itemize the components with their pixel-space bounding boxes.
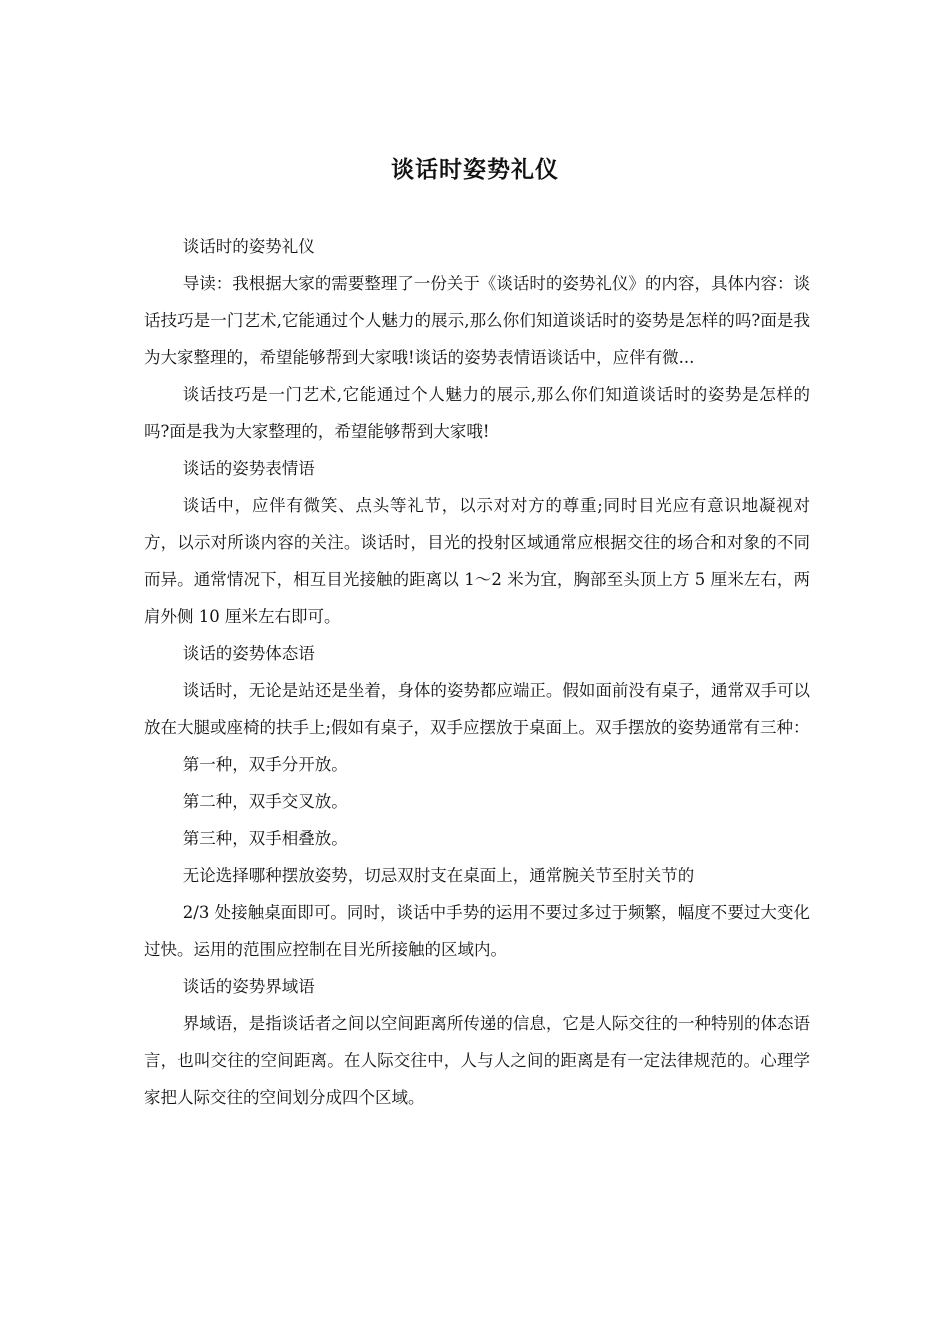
section-heading: 谈话的姿势体态语 (182, 644, 315, 663)
body-paragraph: 界域语，是指谈话者之间以空间距离所传递的信息，它是人际交往的一种特别的体态语言，也叫交往的空间距离。在人际交往中，人与人之间的距离是有一定法律规范的。心理学家把人际交往的空间划分成四个区域。 (144, 1014, 810, 1107)
body-paragraph: 2/3 处接触桌面即可。同时，谈话中手势的运用不要过多过于频繁，幅度不要过大变化过快。运用的范围应控制在目光所接触的区域内。 (144, 903, 810, 959)
list-item: 第一种，双手分开放。 (182, 755, 348, 774)
document-body (144, 228, 810, 1116)
list-item: 第二种，双手交叉放。 (182, 792, 348, 811)
body-paragraph: 无论选择哪种摆放姿势，切忌双肘支在桌面上，通常腕关节至肘关节的 (182, 866, 695, 885)
section-heading: 谈话时的姿势礼仪 (182, 237, 315, 256)
list-item: 第三种，双手相叠放。 (182, 829, 348, 848)
document-title: 谈话时姿势礼仪 (391, 157, 559, 183)
intro-paragraph: 导读：我根据大家的需要整理了一份关于《谈话时的姿势礼仪》的内容，具体内容：谈话技巧是一门艺术,它能通过个人魅力的展示,那么你们知道谈话时的姿势是怎样的吗?面是我为大家整理的，希望能够帮到大家哦!谈话的姿势表情语谈话中，应伴有微... (144, 274, 810, 367)
body-paragraph: 谈话中，应伴有微笑、点头等礼节，以示对对方的尊重;同时目光应有意识地凝视对方，以示对所谈内容的关注。谈话时，目光的投射区域通常应根据交往的场合和对象的不同而异。通常情况下，相互目光接触的距离以 1～2 米为宜，胸部至头顶上方 5 厘米左右，两肩外侧 10 厘米左右即可。 (144, 496, 810, 626)
body-paragraph: 谈话技巧是一门艺术,它能通过个人魅力的展示,那么你们知道谈话时的姿势是怎样的吗?面是我为大家整理的，希望能够帮到大家哦! (144, 385, 810, 441)
body-paragraph: 谈话时，无论是站还是坐着，身体的姿势都应端正。假如面前没有桌子，通常双手可以放在大腿或座椅的扶手上;假如有桌子，双手应摆放于桌面上。双手摆放的姿势通常有三种： (144, 681, 810, 737)
section-heading: 谈话的姿势界域语 (182, 977, 315, 996)
section-heading: 谈话的姿势表情语 (182, 459, 315, 478)
